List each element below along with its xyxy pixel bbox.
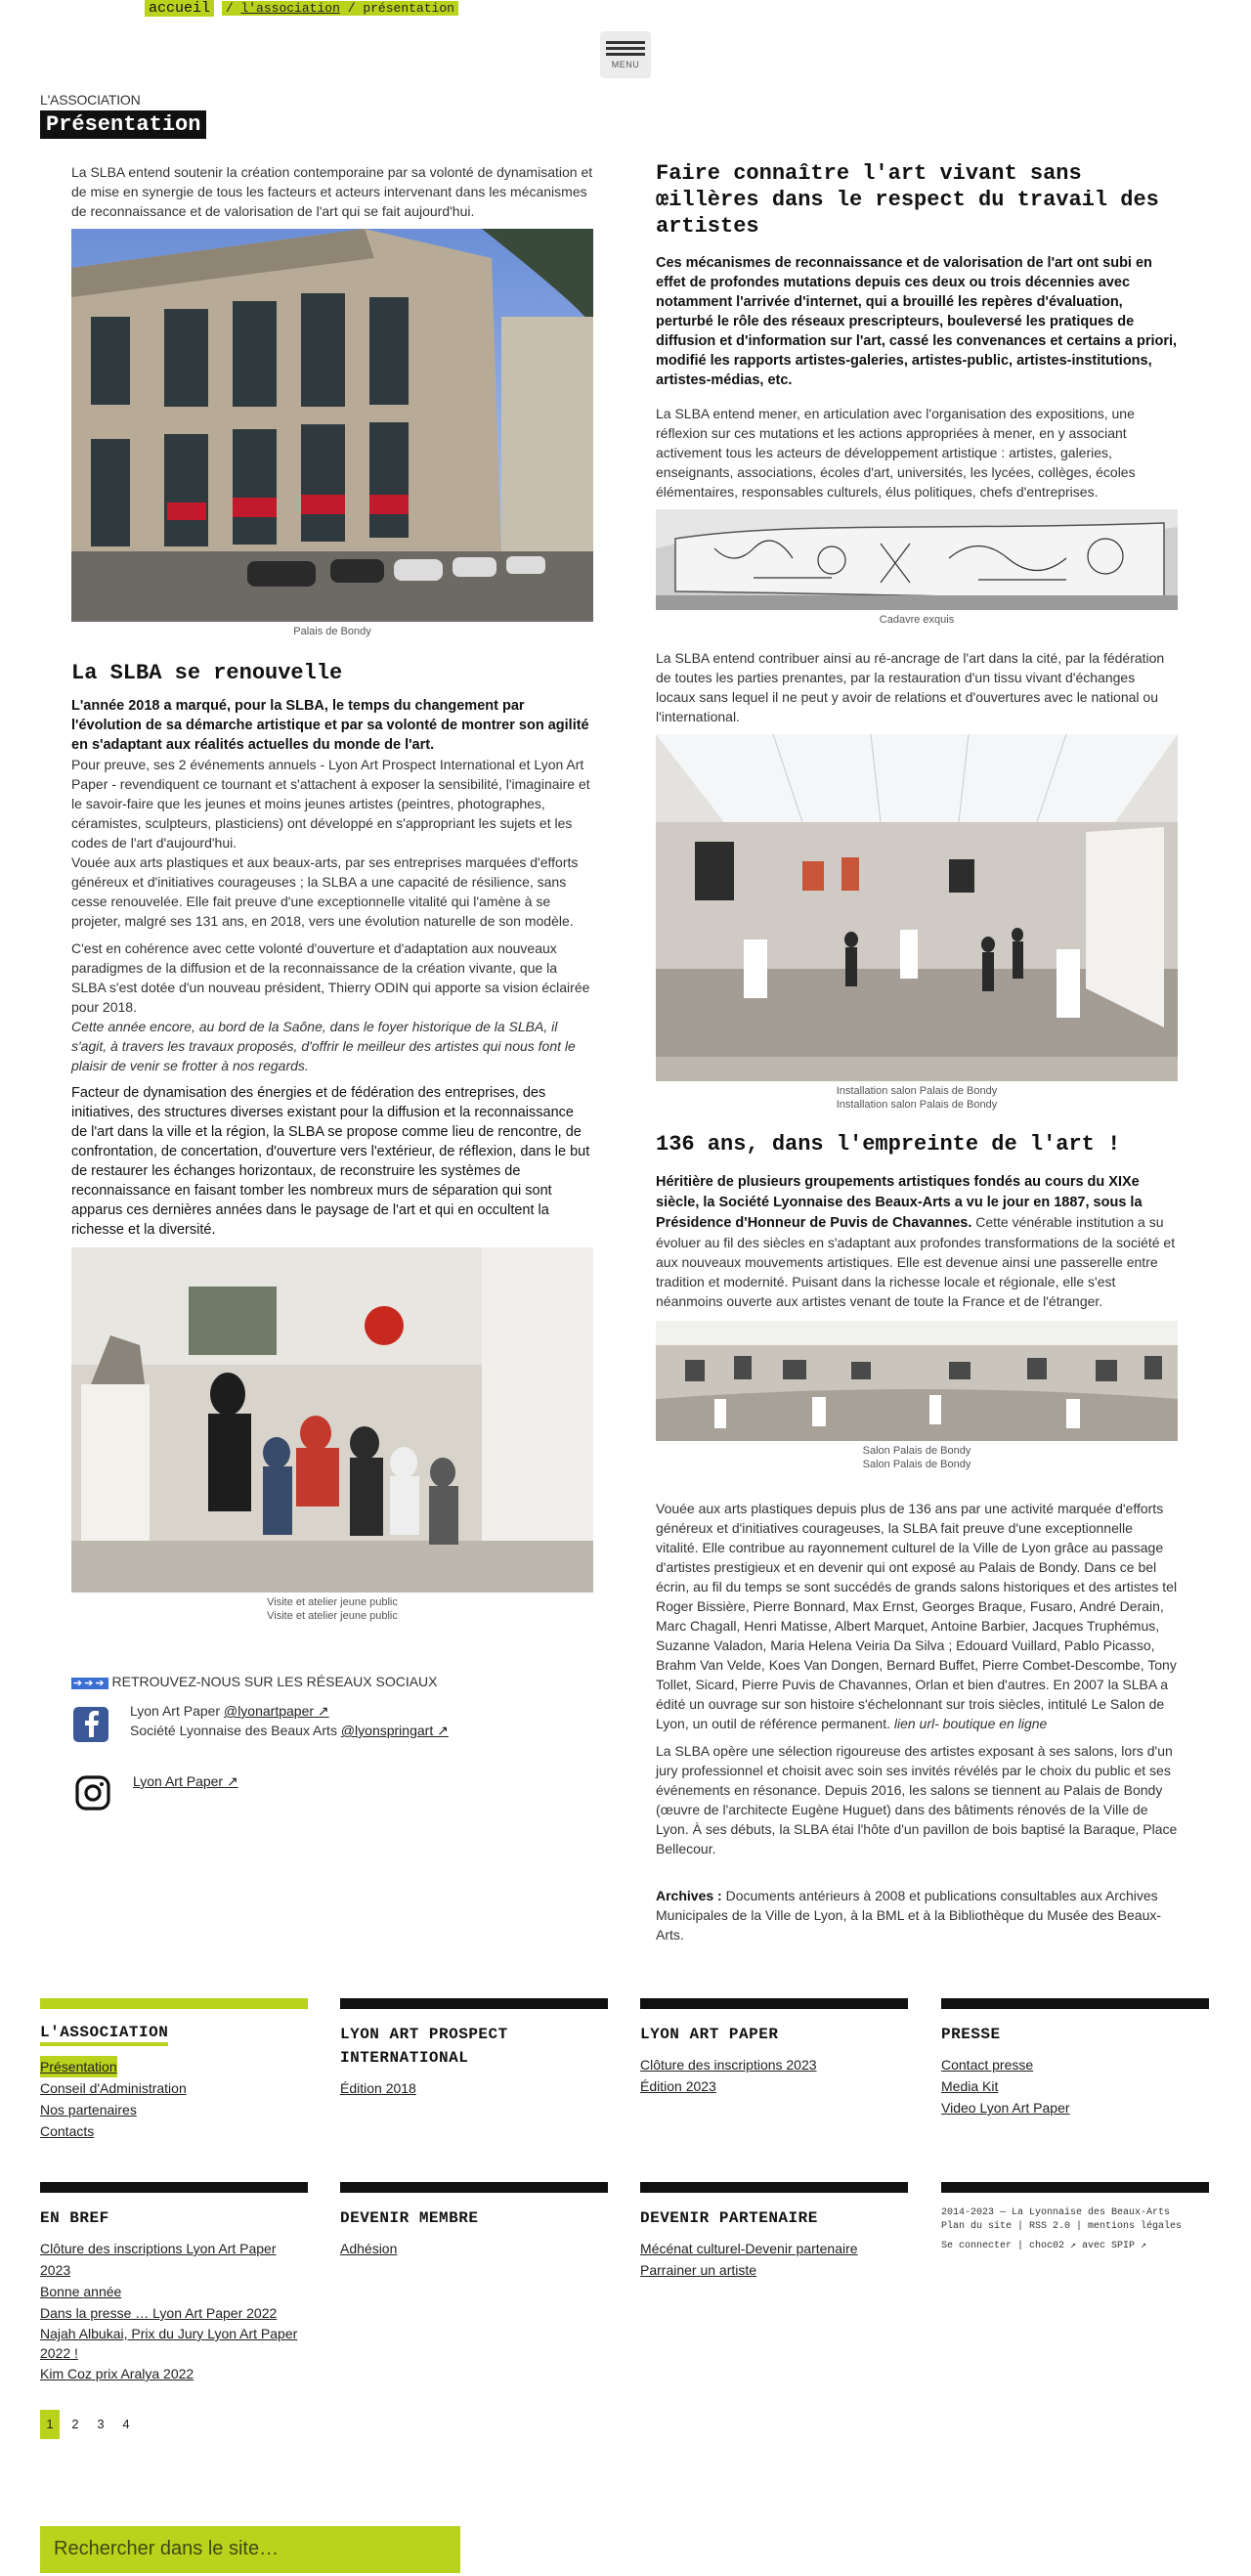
breadcrumb-current: présentation xyxy=(363,1,454,16)
social-heading xyxy=(71,1672,593,1693)
footer-col-prospect xyxy=(340,1998,608,2099)
main-paragraph: La SLBA entend contribuer ainsi au ré-ancrage de l'art dans la cité, par la fédération de toutes les parties prenantes, par la restauration d'un tissu vivant d'échanges locaux sans lequel il ne peut y avoir de relations et d'ouvertures avec le national ou l'international. xyxy=(656,650,1165,724)
shop-link-text: lien url- boutique en ligne xyxy=(889,1716,1048,1731)
photo-caption: Salon Palais de Bondy xyxy=(862,1445,971,1457)
footer-link-video[interactable]: Video Lyon Art Paper xyxy=(941,2100,1070,2116)
hamburger-icon xyxy=(606,41,645,56)
renew-lead-paragraph: L'année 2018 a marqué, pour la SLBA, le temps du changement par l'évolution de sa démarche artistique et par sa volonté de montrer son agilité en s'adaptant aux réalités actuelles du monde de l'art. xyxy=(71,698,589,753)
footer-heading: DEVENIR MEMBRE xyxy=(340,2209,479,2227)
history-text: Cette vénérable institution a su évoluer au fil des siècles en s'adaptant aux profondes transformations de la société et aux nouveaux mouvements artistiques. Elle est devenue ainsi une passerelle entre tradition et modernité. Puisant dans la richesse locale et régionale, elle s'est néanmoins ouverte aux artistes venant de toute la France et de l'étranger. xyxy=(656,1214,1176,1309)
footer-divider xyxy=(340,1998,608,2009)
footer-col-presse xyxy=(941,1998,1209,2118)
footer-login-links[interactable]: Se connecter | choc02 ↗ avec SPIP ↗ xyxy=(941,2241,1147,2251)
renew-paragraph: Pour preuve, ses 2 événements annuels - Lyon Art Prospect International et Lyon Art Paper - revendiquent ce tournant et s'attachent à exposer la sensibilité, l'imaginaire et le savoir-faire que les jeunes et moins jeunes artistes (peintres, photographes, céramistes, sculpteurs, plasticiens) ont développé en s'appropriant les sujets et les codes de l'art d'aujourd'hui. xyxy=(71,757,590,851)
breadcrumb-home-link[interactable]: accueil xyxy=(145,0,214,17)
footer-link-adhesion[interactable]: Adhésion xyxy=(340,2241,398,2256)
facebook-lyonspringart-link[interactable]: @lyonspringart ↗ xyxy=(340,1723,449,1738)
selection-paragraph: La SLBA opère une sélection rigoureuse des artistes exposant à ses salons, lors d'un jury professionnel et choisit avec soin ses invités révélés par le choix du public et ses événements en résonance. Depuis 2016, les salons se tiennent au Palais de Bondy (œuvre de l'architecte Eugène Huguet) dans des bâtiments rénovés de la Ville de Lyon. À ses débuts, la SLBA étai l'hôte d'un pavillon de bois baptisé la Baraque, Place Bellecour. xyxy=(656,1743,1178,1856)
installation-salon-photo xyxy=(656,734,1178,1081)
footer-link-conseil[interactable]: Conseil d'Administration xyxy=(40,2080,187,2096)
page-link[interactable]: 1 xyxy=(40,2410,60,2439)
footer-news-link[interactable]: Clôture des inscriptions Lyon Art Paper 2023 xyxy=(40,2241,277,2278)
main-paragraph: La SLBA entend mener, en articulation avec l'organisation des expositions, une réflexion sur ces mutations et les actions appropriées à mener, en y associant activement tous les acteurs de développement artistique : artistes, galeries, enseignants, associations, écoles d'art, universités, les lycées, collèges, écoles élémentaires, responsables culturels, élus politiques, chefs d'entreprises. xyxy=(656,406,1136,500)
section-heading-renew: La SLBA se renouvelle xyxy=(71,661,343,685)
footer-col-membre xyxy=(340,2182,608,2259)
footer-col-paper xyxy=(640,1998,908,2097)
footer-news-link[interactable]: Najah Albukai, Prix du Jury Lyon Art Paper 2022 ! xyxy=(40,2326,298,2361)
footer-col-partenaire xyxy=(640,2182,908,2281)
footer-col-en-bref xyxy=(40,2182,308,2439)
social-heading-text: RETROUVEZ-NOUS SUR LES RÉSEAUX SOCIAUX xyxy=(111,1674,438,1689)
footer-divider xyxy=(941,2182,1209,2193)
instagram-icon xyxy=(73,1773,112,1817)
right-column xyxy=(656,160,1178,1952)
footer-divider xyxy=(640,2182,908,2193)
photo-caption: Installation salon Palais de Bondy xyxy=(836,1085,998,1097)
breadcrumb-section-link[interactable]: l'association xyxy=(240,1,340,16)
archives-label: Archives : xyxy=(656,1888,722,1903)
footer-news-link[interactable]: Bonne année xyxy=(40,2284,122,2299)
page-link[interactable]: 3 xyxy=(97,2417,105,2431)
facebook-block xyxy=(71,1701,593,1746)
facebook-lyonartpaper-link[interactable]: @lyonartpaper ↗ xyxy=(223,1703,329,1719)
arrow-icon: ➔➔➔ xyxy=(73,1678,107,1689)
footer-divider xyxy=(640,1998,908,2009)
footer-link-media-kit[interactable]: Media Kit xyxy=(941,2078,999,2094)
jeune-public-photo xyxy=(71,1247,593,1593)
menu-button[interactable] xyxy=(600,31,651,78)
copyright: 2014-2023 — La Lyonnaise des Beaux-Arts xyxy=(941,2207,1171,2218)
footer-link-contacts[interactable]: Contacts xyxy=(40,2123,95,2139)
photo-caption: Salon Palais de Bondy xyxy=(862,1459,971,1470)
footer-divider xyxy=(40,1998,308,2009)
breadcrumb-separator: / xyxy=(347,1,356,16)
section-kicker: L'ASSOCIATION xyxy=(40,92,141,108)
footer-news-link[interactable]: Kim Coz prix Aralya 2022 xyxy=(40,2366,194,2381)
facebook-links xyxy=(130,1701,449,1740)
intro-paragraph: La SLBA entend soutenir la création contemporaine par sa volonté de dynamisation et de mise en synergie de tous les facteurs et acteurs intervenant dans les mécanismes de reconnaissance et de valorisation de l'art qui se fait aujourd'hui. xyxy=(71,164,593,219)
footer-divider xyxy=(340,2182,608,2193)
menu-label: MENU xyxy=(611,60,640,69)
footer-link-presentation[interactable]: Présentation xyxy=(40,2056,117,2077)
archives-text: Documents antérieurs à 2008 et publications consultables aux Archives Municipales de la Ville de Lyon, à la BML et à la Bibliothèque du Musée des Beaux-Arts. xyxy=(656,1888,1162,1943)
renew-paragraph: Vouée aux arts plastiques et aux beaux-arts, par ses entreprises marquées d'efforts généreux et d'initiatives courageuses ; la SLBA a une capacité de résilience, sans cesse renouvelée. Elle fait preuve d'une exceptionnelle vitalité qui l'amène à se projeter, malgré ses 131 ans, en 2018, vers une évolution naturelle de son modèle. xyxy=(71,854,579,929)
footer-heading: PRESSE xyxy=(941,2026,1001,2043)
main-lead-paragraph: Ces mécanismes de reconnaissance et de valorisation de l'art ont subi en effet de profondes mutations depuis ces deux ou trois décennies avec notamment l'arrivée d'internet, qui a brouillé les repères d'évaluation, perturbé le rôle des réseaux prescripteurs, bouleversé les pratiques de diffusion et d'information sur l'art, cassé les convenances et certains a priori, modifié les rapports artistes-galeries, artistes-public, artistes-institutions, artistes-médias, etc. xyxy=(656,255,1178,388)
page-link[interactable]: 2 xyxy=(71,2417,79,2431)
footer-heading: LYON ART PAPER xyxy=(640,2026,779,2043)
footer-link-edition-2018[interactable]: Édition 2018 xyxy=(340,2080,416,2096)
photo-caption: Installation salon Palais de Bondy xyxy=(836,1099,998,1111)
footer-divider xyxy=(941,1998,1209,2009)
breadcrumb xyxy=(145,0,458,17)
history-paragraph: Vouée aux arts plastiques depuis plus de 136 ans par une activité marquée d'efforts généreux et d'initiatives courageuses, la SLBA fait preuve d'une exceptionnelle vitalité. Elle contribue au rayonnement culturel de la Ville de Lyon grâce au passage d'artistes prestigieux et en devenir qui ont exposé au Palais de Bondy. Dans ce bel écrin, au fil du temps se sont succédés de grands salons historiques et des artistes tel Roger Bissière, Pierre Bonnard, Max Ernst, Georges Braque, Fusaro, André Derain, Marc Chagall, Henri Matisse, Albert Marquet, Antoine Barbier, Jacques Truphémus, Suzanne Valadon, Maria Helena Veiria Da Silva ; Edouard Vuillard, Pablo Picasso, Brahm Van Velde, Koes Van Dongen, Bernard Buffet, Pierre Combet-Descombe, Tony Tollet, Sicard, Pierre Puvis de Chavannes, Orlan et bien d'autres. En 2007 la SLBA a édité un ouvrage sur son histoire s'échelonnant sur trois siècles, intitulé Le Salon de Lyon, un outil de référence permanent. xyxy=(656,1501,1178,1731)
palais-de-bondy-photo xyxy=(71,229,593,622)
renew-italic-paragraph: Cette année encore, au bord de la Saône, dans le foyer historique de la SLBA, il s'agit, à travers les travaux proposés, d'offrir le meilleur des artistes qui nous font le plaisir de venir se frotter à nos regards. xyxy=(71,1019,576,1073)
history-lead: Héritière de plusieurs groupements artistiques fondés au cours du XIXe siècle, la Société Lyonnaise des Beaux-Arts a vu le jour en 1887, sous la Présidence d'Honneur de Puvis de Chavannes. xyxy=(656,1174,1143,1231)
footer-link-edition-2023[interactable]: Édition 2023 xyxy=(640,2078,716,2094)
breadcrumb-separator: / xyxy=(225,1,234,16)
footer-legal-links[interactable]: Plan du site | RSS 2.0 | mentions légales xyxy=(941,2221,1183,2232)
photo-caption: Visite et atelier jeune public xyxy=(267,1610,398,1622)
footer-link-partenaires[interactable]: Nos partenaires xyxy=(40,2102,137,2118)
cadavre-exquis-photo xyxy=(656,509,1178,610)
section-heading-main: Faire connaître l'art vivant sans œillères dans le respect du travail des artistes xyxy=(656,161,1159,239)
footer-heading: L'ASSOCIATION xyxy=(40,2023,168,2046)
footer-news-link[interactable]: Dans la presse … Lyon Art Paper 2022 xyxy=(40,2305,278,2321)
section-heading-136: 136 ans, dans l'empreinte de l'art ! xyxy=(656,1132,1121,1157)
footer-heading: LYON ART PROSPECT INTERNATIONAL xyxy=(340,2026,508,2067)
footer-divider xyxy=(40,2182,308,2193)
footer-heading: EN BREF xyxy=(40,2209,109,2227)
pagination xyxy=(40,2410,308,2439)
photo-caption: Palais de Bondy xyxy=(293,626,371,637)
footer-link-cloture-2023[interactable]: Clôture des inscriptions 2023 xyxy=(640,2057,817,2073)
facebook-icon xyxy=(73,1707,108,1747)
instagram-link[interactable]: Lyon Art Paper ↗ xyxy=(133,1773,238,1789)
renew-paragraph: C'est en cohérence avec cette volonté d'ouverture et d'adaptation aux nouveaux paradigmes de la diffusion et de la reconnaissance de la création vivante, que la SLBA s'est dotée d'un nouveau président, Thierry ODIN qui apporte sa vision éclairée pour 2018. xyxy=(71,940,590,1015)
instagram-block xyxy=(71,1771,593,1814)
site-search xyxy=(40,2526,460,2573)
left-column xyxy=(71,162,593,1814)
footer-link-contact-presse[interactable]: Contact presse xyxy=(941,2057,1034,2073)
facteur-paragraph: Facteur de dynamisation des énergies et de fédération des entreprises, des initiatives, des structures diverses existant pour la diffusion et la reconnaissance de l'art dans la ville et la région, la SLBA se propose comme lieu de rencontre, de confrontation, de concertation, d'ouverture vers l'extérieur, de réflexion, dans le but de restaurer les échanges horizontaux, de reconstruire les systèmes de reconnaissance en faisant tomber les nombreux murs de séparation qui sont apparus ces dernières années dans le paysage de l'art et qui en occultent la richesse et la diversité. xyxy=(71,1085,590,1238)
photo-caption: Cadavre exquis xyxy=(879,614,955,626)
page-link[interactable]: 4 xyxy=(122,2417,130,2431)
footer-col-association xyxy=(40,1998,308,2142)
page-title: Présentation xyxy=(40,110,206,139)
footer-heading: DEVENIR PARTENAIRE xyxy=(640,2209,818,2227)
footer-link-mecenat[interactable]: Mécénat culturel-Devenir partenaire xyxy=(640,2241,858,2256)
footer-link-parrainer[interactable]: Parrainer un artiste xyxy=(640,2262,757,2278)
footer-col-legal xyxy=(941,2182,1209,2253)
salon-panorama-photo xyxy=(656,1321,1178,1441)
search-input[interactable] xyxy=(40,2526,458,2572)
facebook-label: Lyon Art Paper xyxy=(130,1703,224,1719)
facebook-label: Société Lyonnaise des Beaux Arts xyxy=(130,1723,341,1738)
photo-caption: Visite et atelier jeune public xyxy=(267,1596,398,1608)
